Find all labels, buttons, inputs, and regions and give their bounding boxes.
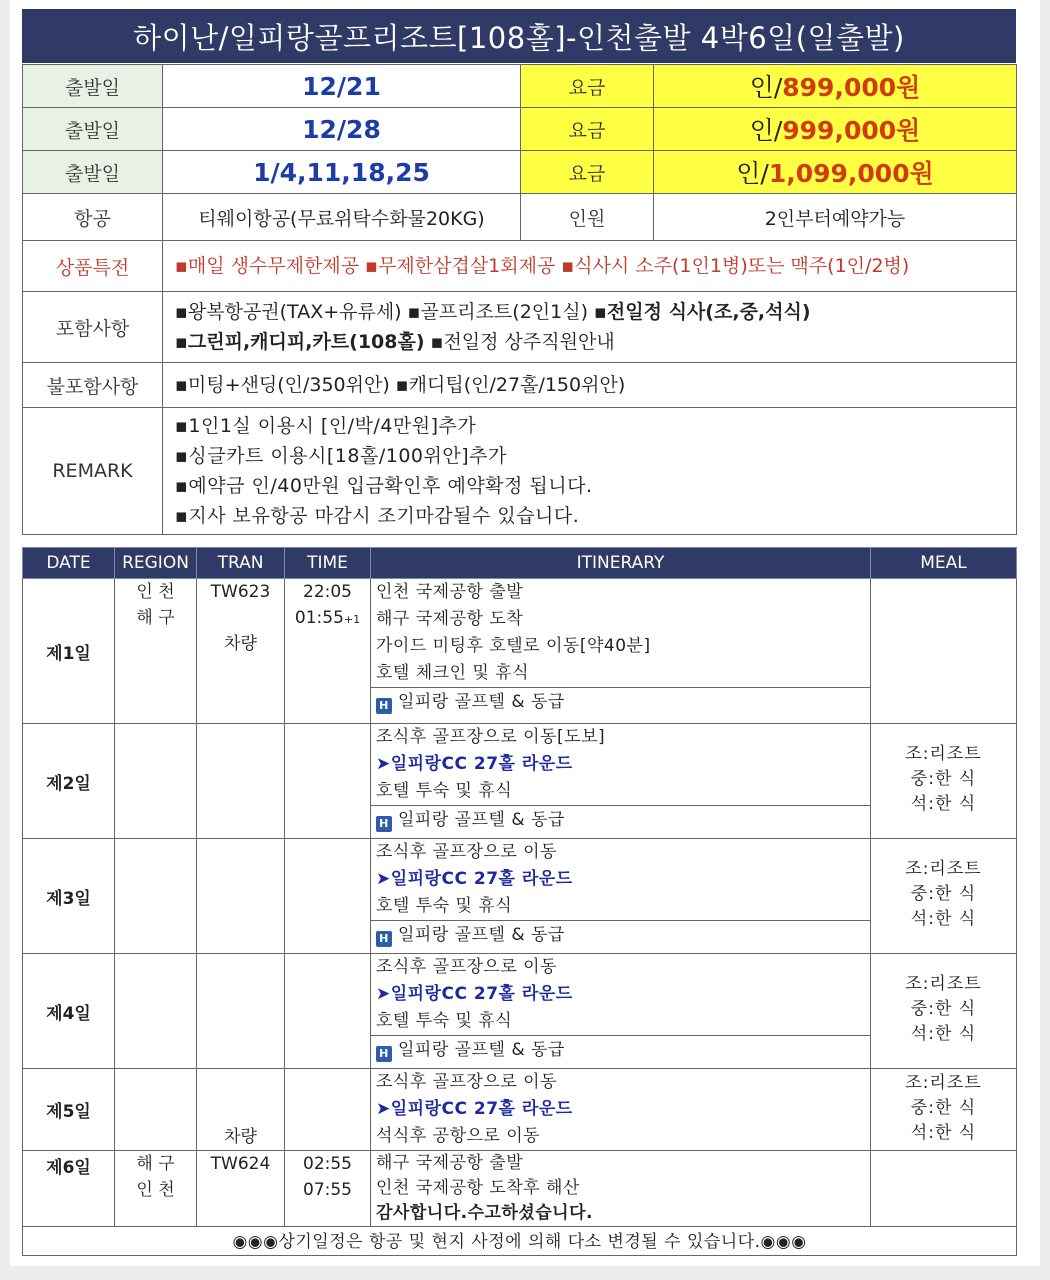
day-itinerary	[371, 579, 871, 724]
departure-row	[23, 108, 1017, 151]
price-amount: 1,099,000원	[768, 159, 934, 188]
included-line1-b: ▪전일정 식사(조,중,석식)	[594, 301, 811, 323]
price-cell	[654, 151, 1017, 194]
departure-date: 1/4,11,18,25	[163, 151, 521, 194]
day-region	[115, 839, 197, 954]
day-region	[115, 1069, 197, 1151]
footer-row	[23, 1227, 1017, 1256]
airline-value: 티웨이항공(무료위탁수화물20KG)	[163, 194, 521, 241]
hotel-icon: H	[376, 931, 392, 947]
day-tran	[197, 839, 285, 954]
included-line2-b: ▪전일정 상주직원안내	[424, 331, 615, 353]
day-meal	[871, 724, 1017, 839]
price-prefix: 인/	[749, 116, 783, 145]
meal-line: 조:리조트	[905, 1073, 982, 1093]
day-time	[285, 1151, 371, 1227]
itinerary-header	[23, 548, 1017, 579]
meal-line: 중:한 식	[910, 999, 977, 1019]
itinerary-line: 해구 국제공항 도착	[376, 609, 524, 629]
day-row	[23, 1069, 1017, 1151]
pax-value: 2인부터예약가능	[654, 194, 1017, 241]
day-row	[23, 724, 1017, 839]
meal-line: 중:한 식	[910, 769, 977, 789]
day-time	[285, 1069, 371, 1151]
remark-line: ▪1인1실 이용시 [인/박/4만원]추가	[175, 415, 477, 437]
remark-line: ▪예약금 인/40만원 입금확인후 예약확정 됩니다.	[175, 475, 593, 497]
day-label: 제6일	[23, 1151, 115, 1227]
price-cell	[654, 108, 1017, 151]
closing-line: 감사합니다.수고하셨습니다.	[376, 1203, 593, 1223]
airline-label: 항공	[23, 194, 163, 241]
day-itinerary	[371, 724, 871, 839]
day-itinerary	[371, 1151, 871, 1227]
special-row	[23, 241, 1017, 292]
departure-date: 12/28	[163, 108, 521, 151]
day-tran	[197, 954, 285, 1069]
fee-label: 요금	[521, 65, 654, 108]
day-meal	[871, 839, 1017, 954]
header-tran: TRAN	[197, 548, 285, 579]
golf-line: ➤일피랑CC 27홀 라운드	[376, 869, 573, 889]
price-prefix: 인/	[736, 159, 769, 188]
meal-line: 석:한 식	[910, 794, 977, 814]
remark-row	[23, 408, 1017, 535]
hotel-name: 일피랑 골프텔 & 동급	[398, 1040, 565, 1060]
hotel-line	[371, 687, 870, 716]
special-value: ▪매일 생수무제한제공 ▪무제한삼겹살1회제공 ▪식사시 소주(1인1병)또는 맥주(1인/2병)	[163, 241, 1017, 292]
itinerary-line: 조식후 골프장으로 이동	[376, 1072, 558, 1092]
hotel-line	[371, 920, 870, 949]
itinerary-line: 인천 국제공항 출발	[376, 582, 524, 602]
day-meal	[871, 1151, 1017, 1227]
itinerary-line: 석식후 공항으로 이동	[376, 1126, 541, 1146]
fee-label: 요금	[521, 151, 654, 194]
day-time	[285, 839, 371, 954]
itinerary-line: 호텔 투숙 및 휴식	[376, 781, 513, 801]
meal-line: 중:한 식	[910, 884, 977, 904]
page-title: 하이난/일피랑골프리조트[108홀]-인천출발 4박6일(일출발)	[22, 9, 1016, 63]
header-date: DATE	[23, 548, 115, 579]
pax-label: 인원	[521, 194, 654, 241]
itinerary-line: 인천 국제공항 도착후 해산	[376, 1178, 580, 1198]
day-region	[115, 1151, 197, 1227]
itinerary-line: 호텔 체크인 및 휴식	[376, 663, 530, 683]
excluded-label: 불포함사항	[23, 363, 163, 408]
included-row	[23, 292, 1017, 363]
departure-label: 출발일	[23, 108, 163, 151]
day-row	[23, 954, 1017, 1069]
price-cell	[654, 65, 1017, 108]
day-time	[285, 724, 371, 839]
tran-line: TW623	[210, 582, 271, 602]
excluded-value: ▪미팅+샌딩(인/350위안) ▪캐디팁(인/27홀/150위안)	[163, 363, 1017, 408]
meal-line: 석:한 식	[910, 1123, 977, 1143]
day-meal	[871, 954, 1017, 1069]
hotel-name: 일피랑 골프텔 & 동급	[398, 692, 565, 712]
day-time	[285, 954, 371, 1069]
day-label: 제4일	[23, 954, 115, 1069]
itinerary-line: 호텔 투숙 및 휴식	[376, 896, 513, 916]
excluded-row	[23, 363, 1017, 408]
price-amount: 899,000원	[782, 73, 921, 102]
meal-line: 석:한 식	[910, 1024, 977, 1044]
price-amount: 999,000원	[782, 116, 921, 145]
day-label: 제3일	[23, 839, 115, 954]
time-line: 22:05	[303, 582, 352, 602]
day-label: 제2일	[23, 724, 115, 839]
region-line: 해 구	[136, 1154, 175, 1174]
region-line: 해 구	[136, 608, 175, 628]
day-region	[115, 579, 197, 724]
departure-label: 출발일	[23, 151, 163, 194]
itinerary-line: 조식후 골프장으로 이동	[376, 842, 558, 862]
remark-value	[163, 408, 1017, 535]
meal-line: 조:리조트	[905, 974, 982, 994]
day-label: 제1일	[23, 579, 115, 724]
day-label: 제5일	[23, 1069, 115, 1151]
day-region	[115, 724, 197, 839]
region-line: 인 천	[136, 1180, 175, 1200]
remark-line: ▪지사 보유항공 마감시 조기마감될수 있습니다.	[175, 505, 580, 527]
remark-line: ▪싱글카트 이용시[18홀/100위안]추가	[175, 445, 507, 467]
header-meal: MEAL	[871, 548, 1017, 579]
hotel-name: 일피랑 골프텔 & 동급	[398, 810, 565, 830]
header-itinerary: ITINERARY	[371, 548, 871, 579]
day-tran: TW624	[197, 1151, 285, 1227]
departure-row	[23, 65, 1017, 108]
golf-line: ➤일피랑CC 27홀 라운드	[376, 984, 573, 1004]
meal-line: 조:리조트	[905, 744, 982, 764]
hotel-icon: H	[376, 698, 392, 714]
header-time: TIME	[285, 548, 371, 579]
included-line2-a: ▪그린피,캐디피,카트(108홀)	[175, 331, 425, 353]
footer-note: ◉◉◉상기일정은 항공 및 현지 사정에 의해 다소 변경될 수 있습니다.◉◉◉	[23, 1227, 1017, 1256]
day-itinerary	[371, 839, 871, 954]
time-line: 07:55	[303, 1180, 352, 1200]
included-line1-a: ▪왕복항공권(TAX+유류세) ▪골프리조트(2인1실)	[175, 301, 595, 323]
itinerary-line: 호텔 투숙 및 휴식	[376, 1011, 513, 1031]
info-table	[22, 64, 1017, 535]
day-tran: 차량	[197, 1069, 285, 1151]
day-region	[115, 954, 197, 1069]
itinerary-line: 가이드 미팅후 호텔로 이동[약40분]	[376, 636, 651, 656]
time-sup: +1	[343, 613, 361, 626]
itinerary-line: 해구 국제공항 출발	[376, 1153, 524, 1173]
time-line: 01:55	[294, 608, 344, 628]
remark-label: REMARK	[23, 408, 163, 535]
region-line: 인 천	[136, 582, 175, 602]
price-prefix: 인/	[749, 73, 783, 102]
airline-row	[23, 194, 1017, 241]
itinerary-line: 조식후 골프장으로 이동	[376, 957, 558, 977]
hotel-line	[371, 805, 870, 834]
golf-line: ➤일피랑CC 27홀 라운드	[376, 1099, 573, 1119]
itinerary-line: 조식후 골프장으로 이동[도보]	[376, 727, 606, 747]
included-value	[163, 292, 1017, 363]
tran-line: 차량	[224, 634, 257, 654]
meal-line: 조:리조트	[905, 859, 982, 879]
itinerary-table	[22, 547, 1017, 1256]
hotel-icon: H	[376, 816, 392, 832]
hotel-icon: H	[376, 1046, 392, 1062]
meal-line: 석:한 식	[910, 909, 977, 929]
day-row	[23, 579, 1017, 724]
special-label: 상품특전	[23, 241, 163, 292]
golf-line: ➤일피랑CC 27홀 라운드	[376, 754, 573, 774]
hotel-name: 일피랑 골프텔 & 동급	[398, 925, 565, 945]
fee-label: 요금	[521, 108, 654, 151]
day-meal	[871, 579, 1017, 724]
departure-row	[23, 151, 1017, 194]
included-label: 포함사항	[23, 292, 163, 363]
departure-date: 12/21	[163, 65, 521, 108]
meal-line: 중:한 식	[910, 1098, 977, 1118]
day-tran	[197, 724, 285, 839]
day-tran	[197, 579, 285, 724]
day-row	[23, 839, 1017, 954]
day-itinerary	[371, 954, 871, 1069]
day-row	[23, 1151, 1017, 1227]
hotel-line	[371, 1035, 870, 1064]
day-time	[285, 579, 371, 724]
header-region: REGION	[115, 548, 197, 579]
departure-label: 출발일	[23, 65, 163, 108]
time-line: 02:55	[303, 1154, 352, 1174]
day-meal	[871, 1069, 1017, 1151]
day-itinerary	[371, 1069, 871, 1151]
